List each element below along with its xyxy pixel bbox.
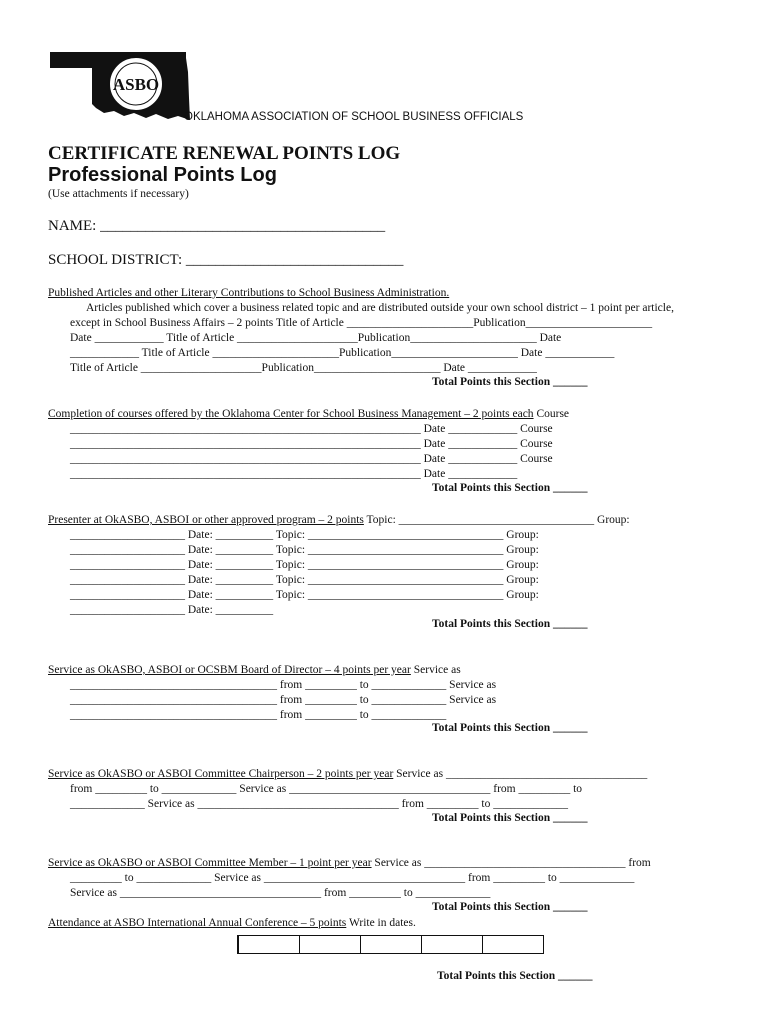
board-total[interactable]: Total Points this Section ______ bbox=[432, 722, 588, 734]
articles-heading: Published Articles and other Literary Contributions to School Business Administration. bbox=[48, 287, 450, 299]
board-heading-rest: Service as bbox=[410, 664, 461, 676]
attachments-note: (Use attachments if necessary) bbox=[48, 188, 189, 200]
organization-name: OKLAHOMA ASSOCIATION OF SCHOOL BUSINESS OFFICIALS bbox=[184, 111, 524, 123]
presenter-line[interactable]: ____________________ Date: __________ Topic: __________________________________ Group: bbox=[70, 589, 539, 601]
conference-dates-grid bbox=[237, 935, 544, 954]
chair-heading-title: Service as OkASBO or ASBOI Committee Chairperson – 2 points per year bbox=[48, 768, 394, 780]
member-total[interactable]: Total Points this Section ______ bbox=[432, 901, 588, 913]
oklahoma-asbo-logo bbox=[48, 50, 193, 130]
articles-line[interactable]: except in School Business Affairs – 2 points Title of Article ______________________Publication______________________ bbox=[70, 317, 653, 329]
courses-heading bbox=[48, 407, 569, 422]
presenter-total[interactable]: Total Points this Section ______ bbox=[432, 618, 588, 630]
presenter-line[interactable]: ____________________ Date: __________ Topic: __________________________________ Group: bbox=[70, 529, 539, 541]
member-line[interactable]: Service as ___________________________________ from _________ to _____________ bbox=[70, 887, 491, 899]
articles-line[interactable]: Date ____________ Title of Article _____________________Publication______________________ Date bbox=[70, 332, 562, 344]
conference-date-cell[interactable] bbox=[361, 936, 422, 953]
conference-date-cell[interactable] bbox=[239, 936, 300, 953]
conference-date-cell[interactable] bbox=[483, 936, 543, 953]
conference-heading bbox=[48, 916, 416, 931]
conference-heading-rest: Write in dates. bbox=[346, 917, 416, 929]
member-heading-rest: Service as ___________________________________ from bbox=[371, 857, 651, 869]
board-line[interactable]: ____________________________________ from _________ to _____________ Service as bbox=[70, 694, 497, 706]
presenter-line[interactable]: ____________________ Date: __________ bbox=[70, 604, 274, 616]
presenter-heading-rest: Topic: __________________________________ Group: bbox=[363, 514, 630, 526]
courses-total[interactable]: Total Points this Section ______ bbox=[432, 482, 588, 494]
board-line[interactable]: ____________________________________ from _________ to _____________ bbox=[70, 709, 447, 721]
conference-heading-title: Attendance at ASBO International Annual Conference – 5 points bbox=[48, 917, 347, 929]
presenter-heading bbox=[48, 513, 630, 528]
articles-line[interactable]: ____________ Title of Article ______________________Publication______________________ Date ____________ bbox=[70, 347, 615, 359]
presenter-line[interactable]: ____________________ Date: __________ Topic: __________________________________ Group: bbox=[70, 544, 539, 556]
courses-heading-rest: Course bbox=[533, 408, 570, 420]
course-line[interactable]: _____________________________________________________________ Date ____________ Course bbox=[70, 423, 553, 435]
member-line[interactable]: _________ to _____________ Service as ___________________________________ from _________ to _____________ bbox=[70, 872, 635, 884]
board-heading-title: Service as OkASBO, ASBOI or OCSBM Board of Director – 4 points per year bbox=[48, 664, 411, 676]
articles-total[interactable]: Total Points this Section ______ bbox=[432, 376, 588, 388]
board-heading bbox=[48, 663, 461, 678]
chair-line[interactable]: from _________ to _____________ Service as ___________________________________ from _________ to bbox=[70, 783, 583, 795]
conference-date-cell[interactable] bbox=[422, 936, 483, 953]
articles-line[interactable]: Title of Article _____________________Publication______________________ Date ____________ bbox=[70, 362, 537, 374]
conference-total[interactable]: Total Points this Section ______ bbox=[437, 970, 593, 982]
presenter-heading-title: Presenter at OkASBO, ASBOI or other approved program – 2 points bbox=[48, 514, 364, 526]
presenter-line[interactable]: ____________________ Date: __________ Topic: __________________________________ Group: bbox=[70, 559, 539, 571]
presenter-line[interactable]: ____________________ Date: __________ Topic: __________________________________ Group: bbox=[70, 574, 539, 586]
chair-line[interactable]: _____________ Service as ___________________________________ from _________ to _____________ bbox=[70, 798, 568, 810]
course-line[interactable]: _____________________________________________________________ Date ____________ Course bbox=[70, 438, 553, 450]
board-line[interactable]: ____________________________________ from _________ to _____________ Service as bbox=[70, 679, 497, 691]
course-line[interactable]: _____________________________________________________________ Date ____________ bbox=[70, 468, 518, 480]
professional-points-title: Professional Points Log bbox=[48, 164, 277, 186]
logo-text: ASBO bbox=[112, 75, 160, 94]
chair-heading bbox=[48, 767, 647, 782]
articles-line: Articles published which cover a business related topic and are distributed outside your own school district – 1 point per article, bbox=[86, 302, 674, 314]
member-heading bbox=[48, 856, 651, 871]
chair-total[interactable]: Total Points this Section ______ bbox=[432, 812, 588, 824]
chair-heading-rest: Service as ___________________________________ bbox=[393, 768, 648, 780]
conference-date-cell[interactable] bbox=[300, 936, 361, 953]
school-district-field[interactable]: SCHOOL DISTRICT: _____________________________ bbox=[48, 252, 404, 268]
name-field[interactable]: NAME: ______________________________________ bbox=[48, 218, 386, 234]
member-heading-title: Service as OkASBO or ASBOI Committee Member – 1 point per year bbox=[48, 857, 372, 869]
courses-heading-title: Completion of courses offered by the Oklahoma Center for School Business Management – 2 points each bbox=[48, 408, 534, 420]
course-line[interactable]: _____________________________________________________________ Date ____________ Course bbox=[70, 453, 553, 465]
certificate-title: CERTIFICATE RENEWAL POINTS LOG bbox=[48, 143, 401, 164]
